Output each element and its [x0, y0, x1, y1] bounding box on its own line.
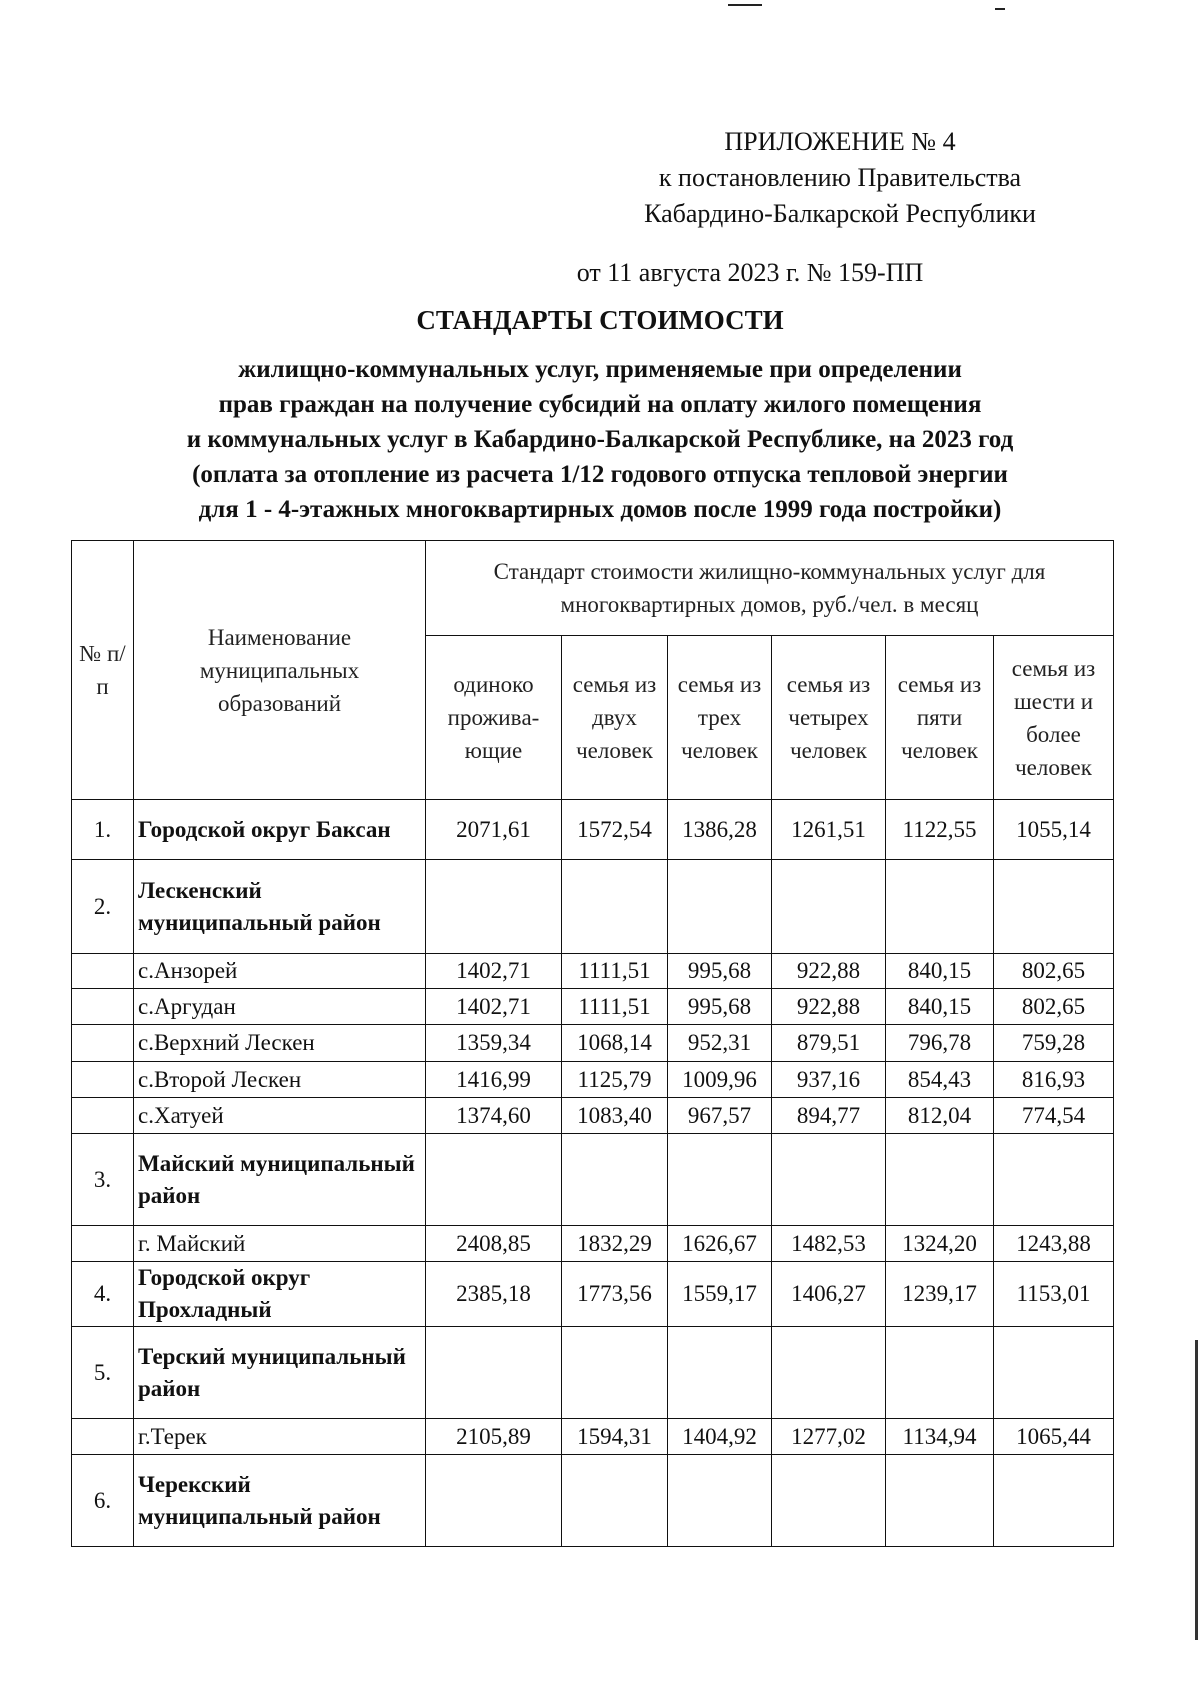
cost-value: 1402,71	[426, 954, 562, 989]
cost-value: 2408,85	[426, 1226, 562, 1262]
cost-value: 1404,92	[668, 1419, 772, 1455]
row-number	[72, 1226, 134, 1262]
subtitle-line: и коммунальных услуг в Кабардино-Балкарской Республике, на 2023 год	[186, 426, 1014, 453]
cost-value: 1374,60	[426, 1098, 562, 1134]
subtitle-line: для 1 - 4-этажных многоквартирных домов после 1999 года постройки)	[198, 496, 1002, 523]
cost-value: 816,93	[994, 1062, 1114, 1098]
cost-value: 1572,54	[562, 800, 668, 860]
subtitle-line: жилищно-коммунальных услуг, применяемые при определении	[238, 356, 962, 383]
table-row	[72, 1134, 1114, 1226]
document-subtitle	[60, 352, 1140, 527]
cost-value: 802,65	[994, 989, 1114, 1025]
cost-value: 1482,53	[772, 1226, 886, 1262]
cost-value	[886, 1455, 994, 1547]
cost-value: 1261,51	[772, 800, 886, 860]
cost-value: 1065,44	[994, 1419, 1114, 1455]
municipality-name: Лескенский муниципальный район	[134, 860, 426, 954]
row-number	[72, 1419, 134, 1455]
column-header: семья из пяти человек	[886, 636, 994, 800]
cost-value	[772, 860, 886, 954]
cost-value: 1122,55	[886, 800, 994, 860]
table-row	[72, 1226, 1114, 1262]
row-number: 5.	[72, 1327, 134, 1419]
table-row	[72, 1419, 1114, 1455]
cost-value: 995,68	[668, 989, 772, 1025]
municipality-name: Майский муниципальный район	[134, 1134, 426, 1226]
cost-value	[668, 860, 772, 954]
cost-value	[426, 1455, 562, 1547]
cost-value	[994, 1455, 1114, 1547]
appendix-reference: к постановлению Правительства	[658, 163, 1022, 192]
cost-value	[562, 860, 668, 954]
header-name: Наименование муниципальных образований	[134, 541, 426, 800]
cost-value: 1416,99	[426, 1062, 562, 1098]
cost-value	[772, 1134, 886, 1226]
cost-value: 796,78	[886, 1025, 994, 1062]
cost-value: 1243,88	[994, 1226, 1114, 1262]
cost-value: 2071,61	[426, 800, 562, 860]
cost-value	[772, 1455, 886, 1547]
row-number: 6.	[72, 1455, 134, 1547]
cost-value: 1083,40	[562, 1098, 668, 1134]
cost-value	[426, 860, 562, 954]
cost-value: 1277,02	[772, 1419, 886, 1455]
table-row	[72, 1455, 1114, 1547]
subtitle-line: (оплата за отопление из расчета 1/12 годового отпуска тепловой энергии	[192, 461, 1008, 488]
cost-value: 1406,27	[772, 1262, 886, 1327]
cost-value: 1239,17	[886, 1262, 994, 1327]
cost-value: 1125,79	[562, 1062, 668, 1098]
municipality-name: Городской округ Прохладный	[134, 1262, 426, 1327]
cost-value	[886, 1327, 994, 1419]
cost-value	[562, 1327, 668, 1419]
cost-value: 1111,51	[562, 989, 668, 1025]
row-number: 2.	[72, 860, 134, 954]
cost-value: 1324,20	[886, 1226, 994, 1262]
municipality-name: с.Анзорей	[134, 954, 426, 989]
cost-value	[562, 1455, 668, 1547]
row-number	[72, 989, 134, 1025]
municipality-name: г. Майский	[134, 1226, 426, 1262]
cost-standards-table	[71, 540, 1114, 1547]
cost-value: 2385,18	[426, 1262, 562, 1327]
row-number: 4.	[72, 1262, 134, 1327]
resolution-date: от 11 августа 2023 г. № 159-ПП	[576, 258, 924, 287]
cost-value: 1009,96	[668, 1062, 772, 1098]
cost-value: 922,88	[772, 989, 886, 1025]
row-number	[72, 954, 134, 989]
cost-value: 1111,51	[562, 954, 668, 989]
cost-value: 2105,89	[426, 1419, 562, 1455]
cost-value	[426, 1134, 562, 1226]
cost-value: 840,15	[886, 954, 994, 989]
subtitle-line: прав граждан на получение субсидий на оплату жилого помещения	[218, 391, 982, 418]
row-number	[72, 1062, 134, 1098]
table-row	[72, 1262, 1114, 1327]
municipality-name: Городской округ Баксан	[134, 800, 426, 860]
table-row	[72, 1327, 1114, 1419]
cost-value: 937,16	[772, 1062, 886, 1098]
table-row	[72, 1062, 1114, 1098]
scan-edge-mark	[1195, 1340, 1198, 1640]
column-header: семья из двух человек	[562, 636, 668, 800]
cost-value	[668, 1134, 772, 1226]
cost-value: 812,04	[886, 1098, 994, 1134]
column-header: одиноко проживa-ющие	[426, 636, 562, 800]
cost-value: 1626,67	[668, 1226, 772, 1262]
row-number	[72, 1025, 134, 1062]
cost-value: 1559,17	[668, 1262, 772, 1327]
table-row	[72, 989, 1114, 1025]
header-group: Стандарт стоимости жилищно-коммунальных услуг для многоквартирных домов, руб./чел. в месяц	[426, 541, 1114, 636]
cost-value: 802,65	[994, 954, 1114, 989]
municipality-name: с.Второй Лескен	[134, 1062, 426, 1098]
municipality-name: Черекский муниципальный район	[134, 1455, 426, 1547]
cost-value: 967,57	[668, 1098, 772, 1134]
document-title: СТАНДАРТЫ СТОИМОСТИ	[416, 305, 784, 335]
cost-value: 995,68	[668, 954, 772, 989]
row-number: 3.	[72, 1134, 134, 1226]
table-row	[72, 1025, 1114, 1062]
cost-value: 854,43	[886, 1062, 994, 1098]
municipality-name: с.Верхний Лескен	[134, 1025, 426, 1062]
cost-value	[994, 1327, 1114, 1419]
cost-value: 840,15	[886, 989, 994, 1025]
row-number: 1.	[72, 800, 134, 860]
municipality-name: с.Хатуей	[134, 1098, 426, 1134]
cost-value	[886, 860, 994, 954]
cost-value: 1055,14	[994, 800, 1114, 860]
appendix-block	[610, 124, 1070, 232]
cost-value: 922,88	[772, 954, 886, 989]
cost-value: 1386,28	[668, 800, 772, 860]
appendix-number: ПРИЛОЖЕНИЕ № 4	[724, 127, 956, 156]
cost-value: 1402,71	[426, 989, 562, 1025]
scan-mark	[728, 4, 762, 6]
cost-value	[668, 1455, 772, 1547]
cost-value: 1773,56	[562, 1262, 668, 1327]
cost-value: 759,28	[994, 1025, 1114, 1062]
table-row	[72, 800, 1114, 860]
header-number: № п/п	[72, 541, 134, 800]
table-row	[72, 954, 1114, 989]
cost-value: 774,54	[994, 1098, 1114, 1134]
cost-value	[994, 860, 1114, 954]
cost-value	[562, 1134, 668, 1226]
cost-value: 879,51	[772, 1025, 886, 1062]
table-row	[72, 860, 1114, 954]
cost-value: 1832,29	[562, 1226, 668, 1262]
cost-value: 1359,34	[426, 1025, 562, 1062]
municipality-name: Терский муниципальный район	[134, 1327, 426, 1419]
cost-value	[772, 1327, 886, 1419]
row-number	[72, 1098, 134, 1134]
column-header: семья из трех человек	[668, 636, 772, 800]
municipality-name: с.Аргудан	[134, 989, 426, 1025]
cost-value	[426, 1327, 562, 1419]
cost-value: 894,77	[772, 1098, 886, 1134]
appendix-authority: Кабардино-Балкарской Республики	[644, 199, 1036, 228]
cost-value: 952,31	[668, 1025, 772, 1062]
cost-value	[668, 1327, 772, 1419]
column-header: семья из шести и более человек	[994, 636, 1114, 800]
table-row	[72, 1098, 1114, 1134]
cost-value	[994, 1134, 1114, 1226]
cost-value: 1068,14	[562, 1025, 668, 1062]
cost-value	[886, 1134, 994, 1226]
cost-value: 1594,31	[562, 1419, 668, 1455]
cost-value: 1134,94	[886, 1419, 994, 1455]
column-header: семья из четырех человек	[772, 636, 886, 800]
scan-mark	[995, 8, 1005, 10]
municipality-name: г.Терек	[134, 1419, 426, 1455]
cost-value: 1153,01	[994, 1262, 1114, 1327]
